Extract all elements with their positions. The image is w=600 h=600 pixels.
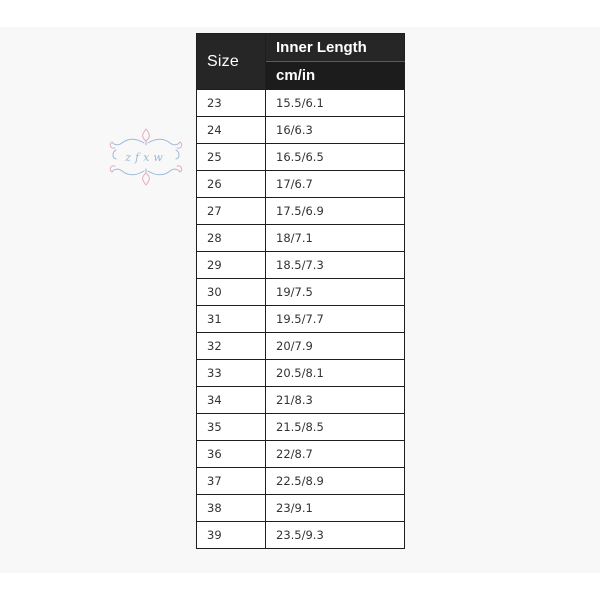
inner-length-header: Inner Length — [266, 34, 405, 62]
table-row — [197, 279, 405, 306]
length-cell: 19.5/7.7 — [266, 306, 405, 333]
length-cell: 23/9.1 — [266, 495, 405, 522]
length-cell: 19/7.5 — [266, 279, 405, 306]
length-cell: 21/8.3 — [266, 387, 405, 414]
table-row — [197, 90, 405, 117]
size-header: Size — [197, 34, 266, 90]
table-row — [197, 441, 405, 468]
size-cell: 23 — [197, 90, 266, 117]
size-cell: 25 — [197, 144, 266, 171]
length-cell: 22.5/8.9 — [266, 468, 405, 495]
table-row — [197, 117, 405, 144]
length-cell: 17/6.7 — [266, 171, 405, 198]
length-cell: 16.5/6.5 — [266, 144, 405, 171]
table-row — [197, 198, 405, 225]
brand-logo — [106, 126, 186, 188]
size-cell: 33 — [197, 360, 266, 387]
length-cell: 15.5/6.1 — [266, 90, 405, 117]
length-cell: 22/8.7 — [266, 441, 405, 468]
table-row — [197, 387, 405, 414]
length-cell: 16/6.3 — [266, 117, 405, 144]
length-cell: 21.5/8.5 — [266, 414, 405, 441]
length-cell: 20/7.9 — [266, 333, 405, 360]
table-row — [197, 225, 405, 252]
table-row — [197, 468, 405, 495]
size-table — [196, 33, 405, 549]
size-cell: 27 — [197, 198, 266, 225]
length-cell: 18.5/7.3 — [266, 252, 405, 279]
size-cell: 30 — [197, 279, 266, 306]
unit-header: cm/in — [266, 62, 405, 90]
table-row — [197, 171, 405, 198]
table-row — [197, 360, 405, 387]
table-row — [197, 252, 405, 279]
size-cell: 28 — [197, 225, 266, 252]
table-row — [197, 414, 405, 441]
size-cell: 37 — [197, 468, 266, 495]
length-cell: 20.5/8.1 — [266, 360, 405, 387]
size-cell: 38 — [197, 495, 266, 522]
brand-logo-text: zfxw — [125, 151, 167, 164]
size-cell: 35 — [197, 414, 266, 441]
table-row — [197, 144, 405, 171]
size-cell: 39 — [197, 522, 266, 549]
table-row — [197, 495, 405, 522]
table-row — [197, 306, 405, 333]
size-cell: 26 — [197, 171, 266, 198]
table-row — [197, 522, 405, 549]
length-cell: 18/7.1 — [266, 225, 405, 252]
size-cell: 36 — [197, 441, 266, 468]
size-cell: 24 — [197, 117, 266, 144]
length-cell: 23.5/9.3 — [266, 522, 405, 549]
size-cell: 31 — [197, 306, 266, 333]
size-cell: 29 — [197, 252, 266, 279]
table-row — [197, 333, 405, 360]
size-cell: 32 — [197, 333, 266, 360]
size-cell: 34 — [197, 387, 266, 414]
length-cell: 17.5/6.9 — [266, 198, 405, 225]
